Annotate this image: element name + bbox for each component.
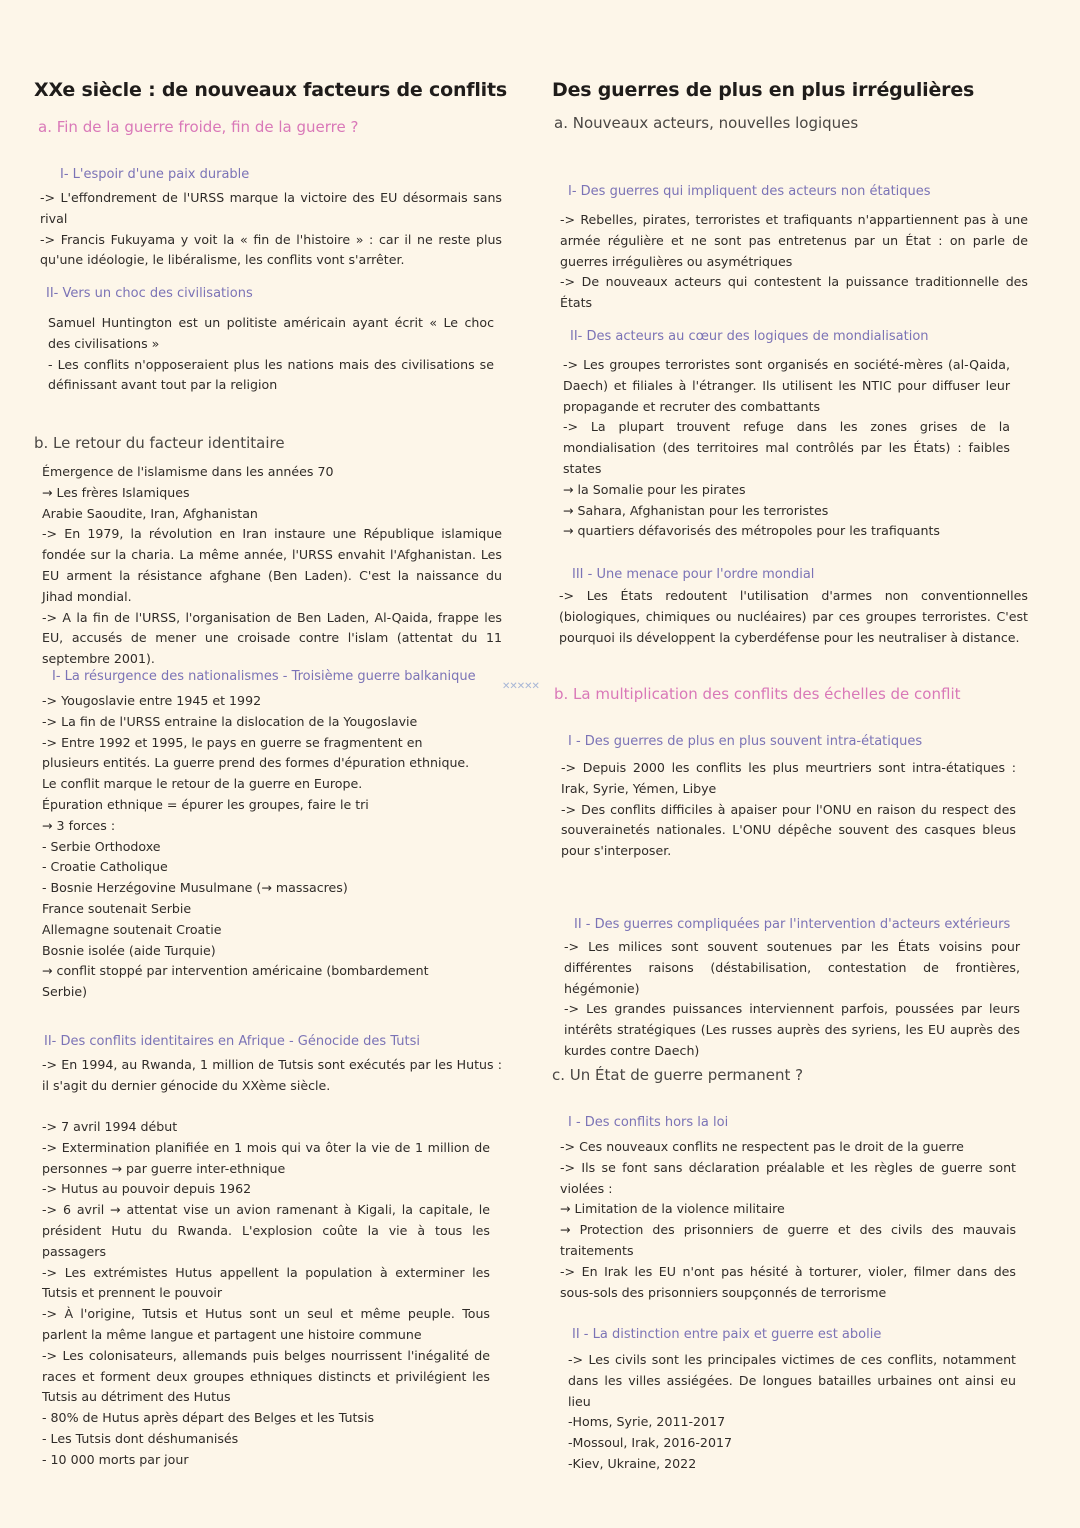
subheading-afrique: II- Des conflits identitaires en Afrique - Génocide des Tutsi: [44, 1034, 421, 1049]
subheading-mondialisation: II- Des acteurs au cœur des logiques de mondialisation: [570, 329, 929, 344]
subheading-exterieurs: II - Des guerres compliquées par l'intervention d'acteurs extérieurs: [574, 917, 1011, 932]
block-menace: -> Les États redoutent l'utilisation d'armes non conventionnelles (biologiques, chimiques ou nucléaires) par ces groupes terroristes. C'est pourquoi ils développent la cyberdéfense pour les neutraliser à distance.: [559, 588, 1028, 645]
section-b-heading: b. Le retour du facteur identitaire: [34, 434, 285, 452]
subheading-paix-guerre: II - La distinction entre paix et guerre est abolie: [572, 1327, 882, 1342]
subheading-intra: I - Des guerres de plus en plus souvent intra-étatiques: [568, 734, 923, 749]
subheading-acteurs: I- Des guerres qui impliquent des acteurs non étatiques: [568, 184, 931, 199]
section-a-heading: a. Fin de la guerre froide, fin de la guerre ?: [38, 118, 359, 136]
ornament-icon: ✕✕✕✕✕: [502, 681, 539, 692]
block-acteurs: -> Rebelles, pirates, terroristes et trafiquants n'appartiennent pas à une armée régulière et ne sont pas entretenus par un État : on parle de guerres irrégulières ou asymétriques -> De nouveaux acteurs qui contestent la puissance traditionnelle des États: [560, 212, 1028, 311]
left-title: XXe siècle : de nouveaux facteurs de conflits: [34, 79, 507, 101]
right-title: Des guerres de plus en plus irrégulières: [552, 79, 975, 101]
block-hors-loi: -> Ces nouveaux conflits ne respectent pas le droit de la guerre -> Ils se font sans déclaration préalable et les règles de guerre sont violées : → Limitation de la violence militaire → Protection des prisonniers de guerre et des civils des mauvais traitements -> En Irak les EU n'ont pas hésité à torturer, violer, filmer dans des sous-sols des prisonniers soupçonnés de terrorisme: [560, 1139, 1016, 1300]
block-intra: -> Depuis 2000 les conflits les plus meurtriers sont intra-étatiques : Irak, Syrie, Yémen, Libye -> Des conflits difficiles à apaiser pour l'ONU en raison du respect des souverainetés nationales. L'ONU dépêche souvent des casques bleus pour s'interposer.: [561, 760, 1016, 859]
block-balkans: -> Yougoslavie entre 1945 et 1992 -> La fin de l'URSS entraine la dislocation de la Yougoslavie -> Entre 1992 et 1995, le pays en guerre se fragmentent en plusieurs entités. La guerre prend des formes d'épuration ethnique. Le conflit marque le retour de la guerre en Europe. Épuration ethnique = épurer les groupes, faire le tri → 3 forces : - Serbie Orthodoxe - Croatie Catholique - Bosnie Herzégovine Musulmane (→ massacres) France soutenait Serbie Allemagne soutenait Croatie Bosnie isolée (aide Turquie) → conflit stoppé par intervention américaine (bombardement Serbie): [42, 693, 470, 1000]
section-b-heading: b. La multiplication des conflits des échelles de conflit: [554, 685, 961, 703]
subheading-hors-loi: I - Des conflits hors la loi: [568, 1115, 729, 1130]
block-choc: Samuel Huntington est un politiste américain ayant écrit « Le choc des civilisations » - Les conflits n'opposeraient plus les nations mais des civilisations se définissant avant tout par la religion: [48, 315, 494, 393]
block-exterieurs: -> Les milices sont souvent soutenues par les États voisins pour différentes raisons (déstabilisation, contestation de frontières, hégémonie) -> Les grandes puissances interviennent parfois, poussées par leurs intérêts stratégiques (Les russes auprès des syriens, les EU auprès des kurdes contre Daech): [564, 939, 1020, 1058]
section-a-heading: a. Nouveaux acteurs, nouvelles logiques: [554, 114, 859, 132]
block-espoir: -> L'effondrement de l'URSS marque la victoire des EU désormais sans rival -> Francis Fukuyama y voit la « fin de l'histoire » : car il ne reste plus qu'une idéologie, le libéralisme, les conflits vont s'arrêter.: [40, 190, 502, 268]
block-paix-guerre: -> Les civils sont les principales victimes de ces conflits, notamment dans les villes assiégées. De longues batailles urbaines ont ainsi eu lieu -Homs, Syrie, 2011-2017 -Mossoul, Irak, 2016-2017 -Kiev, Ukraine, 2022: [568, 1352, 1016, 1471]
subheading-menace: III - Une menace pour l'ordre mondial: [572, 567, 815, 582]
block-rwanda: -> 7 avril 1994 début -> Extermination planifiée en 1 mois qui va ôter la vie de 1 million de personnes → par guerre inter-ethnique -> Hutus au pouvoir depuis 1962 -> 6 avril → attentat vise un avion ramenant à Kigali, la capitale, le président Hutu du Rwanda. L'explosion coûte la vie à tous les passagers -> Les extrémistes Hutus appellent la population à exterminer les Tutsis et prennent le pouvoir -> À l'origine, Tutsis et Hutus sont un seul et même peuple. Tous parlent la même langue et partagent une histoire commune -> Les colonisateurs, allemands puis belges nourrissent l'inégalité de races et forment deux groupes ethniques distincts et privilégient les Tutsis au détriment des Hutus - 80% de Hutus après départ des Belges et les Tutsis - Les Tutsis dont déshumanisés - 10 000 morts par jour: [42, 1119, 490, 1467]
block-mondialisation: -> Les groupes terroristes sont organisés en société-mères (al-Qaida, Daech) et filiales à l'étranger. Ils utilisent les NTIC pour diffuser leur propagande et recruter des combattants -> La plupart trouvent refuge dans les zones grises de la mondialisation (des territoires mal contrôlés par les États) : faibles states → la Somalie pour les pirates → Sahara, Afghanistan pour les terroristes → quartiers défavorisés des métropoles pour les trafiquants: [563, 357, 1010, 539]
subheading-choc: II- Vers un choc des civilisations: [46, 286, 253, 301]
block-rwanda-intro: -> En 1994, au Rwanda, 1 million de Tutsis sont exécutés par les Hutus : il s'agit du dernier génocide du XXème siècle.: [42, 1057, 502, 1093]
subheading-espoir: I- L'espoir d'une paix durable: [60, 167, 250, 182]
subheading-nationalismes: I- La résurgence des nationalismes - Troisième guerre balkanique: [52, 669, 476, 684]
section-c-heading: c. Un État de guerre permanent ?: [552, 1066, 804, 1084]
block-identitaire: Émergence de l'islamisme dans les années 70 → Les frères Islamiques Arabie Saoudite, Iran, Afghanistan -> En 1979, la révolution en Iran instaure une République islamique fondée sur la charia. La même année, l'URSS envahit l'Afghanistan. Les EU arment la résistance afghane (Ben Laden). C'est la naissance du Jihad mondial. -> A la fin de l'URSS, l'organisation de Ben Laden, Al-Qaida, frappe les EU, accusés de mener une croisade contre l'islam (attentat du 11 septembre 2001).: [42, 464, 502, 667]
